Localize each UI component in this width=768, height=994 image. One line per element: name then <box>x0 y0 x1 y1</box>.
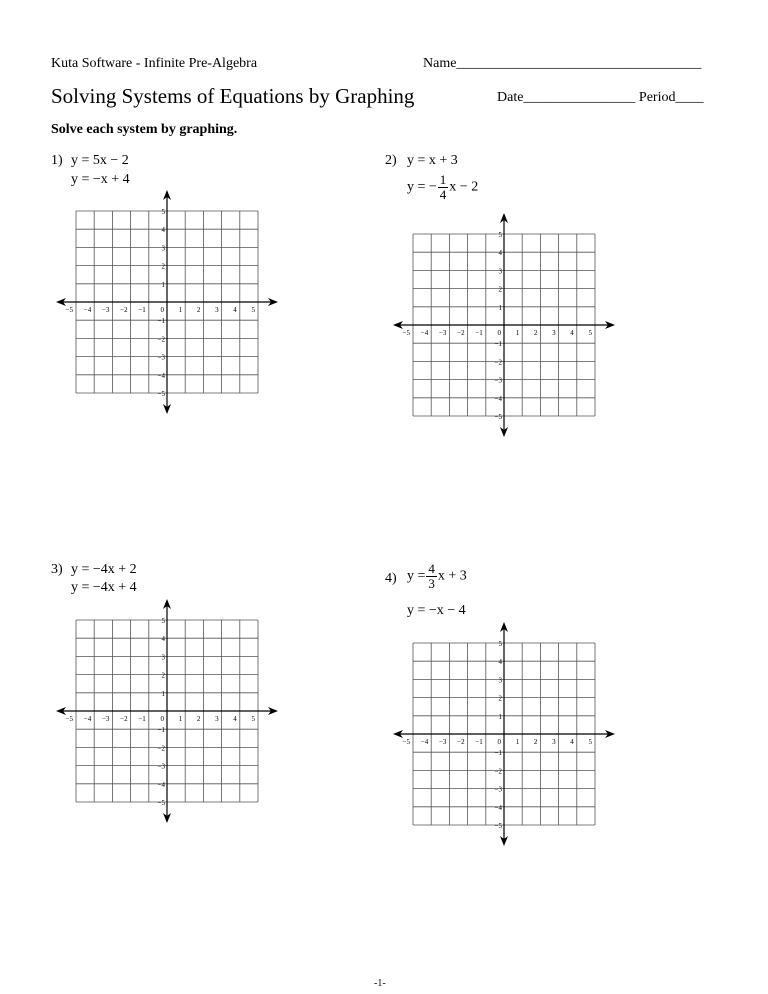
y-tick-label: 3 <box>161 244 165 253</box>
x-tick-label: −4 <box>83 715 92 723</box>
y-tick-label: 2 <box>161 262 165 271</box>
x-tick-label: −2 <box>457 738 465 746</box>
grid-problem-4[interactable] <box>384 614 624 854</box>
problem-2-eq2-suffix: x − 2 <box>449 179 479 195</box>
x-tick-label: 0 <box>497 329 501 337</box>
problem-2-equation-1: y = x + 3 <box>407 153 458 168</box>
y-tick-label: −2 <box>157 744 165 753</box>
x-tick-label: −5 <box>402 329 410 337</box>
x-tick-label: 2 <box>533 329 538 337</box>
y-tick-label: −4 <box>494 803 502 812</box>
y-tick-label: 4 <box>161 635 165 644</box>
y-tick-label: −3 <box>494 376 502 385</box>
x-tick-label: −2 <box>120 715 128 723</box>
date-period-label: Date________________ Period____ <box>497 90 704 105</box>
problem-1-equation-1: y = 5x − 2 <box>71 153 129 168</box>
x-tick-label: 2 <box>196 306 201 314</box>
problem-2-number: 2) <box>385 153 397 168</box>
y-tick-label: 1 <box>161 280 165 289</box>
y-tick-label: 5 <box>161 617 165 625</box>
problem-2-fraction <box>438 173 449 202</box>
x-tick-label: −5 <box>65 306 73 314</box>
x-tick-label: 1 <box>515 329 520 337</box>
grid-problem-3[interactable] <box>47 591 287 831</box>
problem-2-fraction-denominator: 4 <box>439 187 447 202</box>
y-tick-label: 3 <box>498 267 502 276</box>
y-tick-label: −3 <box>157 353 165 362</box>
x-tick-label: 1 <box>178 306 183 314</box>
y-tick-label: −5 <box>494 413 502 421</box>
grid-problem-1[interactable] <box>47 182 287 422</box>
x-tick-label: −4 <box>420 738 429 746</box>
x-tick-label: 0 <box>160 306 164 314</box>
y-tick-label: −5 <box>157 799 165 807</box>
problem-1-number: 1) <box>51 153 63 168</box>
x-tick-label: 4 <box>233 306 237 314</box>
y-tick-label: 4 <box>498 658 502 667</box>
problem-4-eq1-suffix: x + 3 <box>437 568 467 584</box>
y-tick-label: 3 <box>161 653 165 662</box>
x-tick-label: 0 <box>160 715 164 723</box>
y-tick-label: −2 <box>494 358 502 367</box>
x-tick-label: −1 <box>475 329 483 337</box>
y-tick-label: 1 <box>498 712 502 721</box>
x-tick-label: −1 <box>138 715 146 723</box>
problem-4-fraction-numerator: 4 <box>428 561 435 576</box>
x-tick-label: −5 <box>402 738 410 746</box>
publisher-label: Kuta Software - Infinite Pre-Algebra <box>51 56 258 71</box>
problem-4-equation-2: y = −x − 4 <box>407 603 466 618</box>
x-tick-label: −4 <box>420 329 429 337</box>
x-tick-label: −3 <box>101 715 110 723</box>
problem-2-eq2-prefix: y = − <box>407 179 437 195</box>
y-tick-label: −1 <box>157 317 165 326</box>
problem-4-fraction-denominator: 3 <box>428 576 435 591</box>
y-tick-label: 5 <box>161 208 165 216</box>
x-tick-label: −3 <box>438 738 447 746</box>
y-tick-label: 2 <box>498 694 502 703</box>
instructions: Solve each system by graphing. <box>51 122 238 137</box>
y-tick-label: −3 <box>157 762 165 771</box>
y-tick-label: 4 <box>498 249 502 258</box>
y-tick-label: 1 <box>161 689 165 698</box>
problem-3-number: 3) <box>51 562 63 577</box>
y-tick-label: −4 <box>494 394 502 403</box>
x-tick-label: −1 <box>475 738 483 746</box>
page-number: -1- <box>374 978 386 989</box>
y-tick-label: −4 <box>157 780 165 789</box>
problem-4-fraction <box>426 562 437 591</box>
y-tick-label: −1 <box>494 749 502 758</box>
problem-1-equation-2: y = −x + 4 <box>71 172 130 187</box>
x-tick-label: −2 <box>457 329 465 337</box>
x-tick-label: −2 <box>120 306 128 314</box>
grid-problem-2[interactable] <box>384 205 624 445</box>
x-tick-label: −3 <box>101 306 110 314</box>
x-tick-label: 5 <box>588 738 592 746</box>
y-tick-label: 2 <box>498 285 502 294</box>
x-tick-label: 4 <box>570 738 574 746</box>
x-tick-label: 4 <box>233 715 237 723</box>
x-tick-label: 3 <box>215 715 219 723</box>
name-field-label: Name___________________________________ <box>423 56 702 71</box>
x-tick-label: −5 <box>65 715 73 723</box>
problem-2-fraction-numerator: 1 <box>439 172 447 187</box>
y-tick-label: 1 <box>498 303 502 312</box>
y-tick-label: −1 <box>157 726 165 735</box>
x-tick-label: 5 <box>588 329 592 337</box>
problem-3-equation-2: y = −4x + 4 <box>71 580 137 595</box>
y-tick-label: −4 <box>157 371 165 380</box>
y-tick-label: −1 <box>494 340 502 349</box>
problem-3-equation-1: y = −4x + 2 <box>71 562 137 577</box>
x-tick-label: 3 <box>215 306 219 314</box>
y-tick-label: 5 <box>498 231 502 239</box>
x-tick-label: 1 <box>178 715 183 723</box>
x-tick-label: 3 <box>552 329 556 337</box>
problem-4-number: 4) <box>385 571 397 586</box>
x-tick-label: −1 <box>138 306 146 314</box>
x-tick-label: 3 <box>552 738 556 746</box>
y-tick-label: 3 <box>498 676 502 685</box>
x-tick-label: 2 <box>533 738 538 746</box>
y-tick-label: −5 <box>157 390 165 398</box>
y-tick-label: 4 <box>161 226 165 235</box>
problem-4-eq1-prefix: y = <box>407 568 426 584</box>
x-tick-label: −4 <box>83 306 92 314</box>
y-tick-label: 2 <box>161 671 165 680</box>
x-tick-label: 2 <box>196 715 201 723</box>
y-tick-label: −2 <box>494 767 502 776</box>
x-tick-label: −3 <box>438 329 447 337</box>
problem-2-equation-2 <box>407 173 478 202</box>
y-tick-label: −3 <box>494 785 502 794</box>
y-tick-label: −2 <box>157 335 165 344</box>
x-tick-label: 4 <box>570 329 574 337</box>
y-tick-label: −5 <box>494 822 502 830</box>
x-tick-label: 1 <box>515 738 520 746</box>
y-tick-label: 5 <box>498 640 502 648</box>
x-tick-label: 5 <box>251 306 255 314</box>
page-title: Solving Systems of Equations by Graphing <box>51 84 415 108</box>
x-tick-label: 0 <box>497 738 501 746</box>
x-tick-label: 5 <box>251 715 255 723</box>
problem-4-equation-1 <box>407 562 467 591</box>
